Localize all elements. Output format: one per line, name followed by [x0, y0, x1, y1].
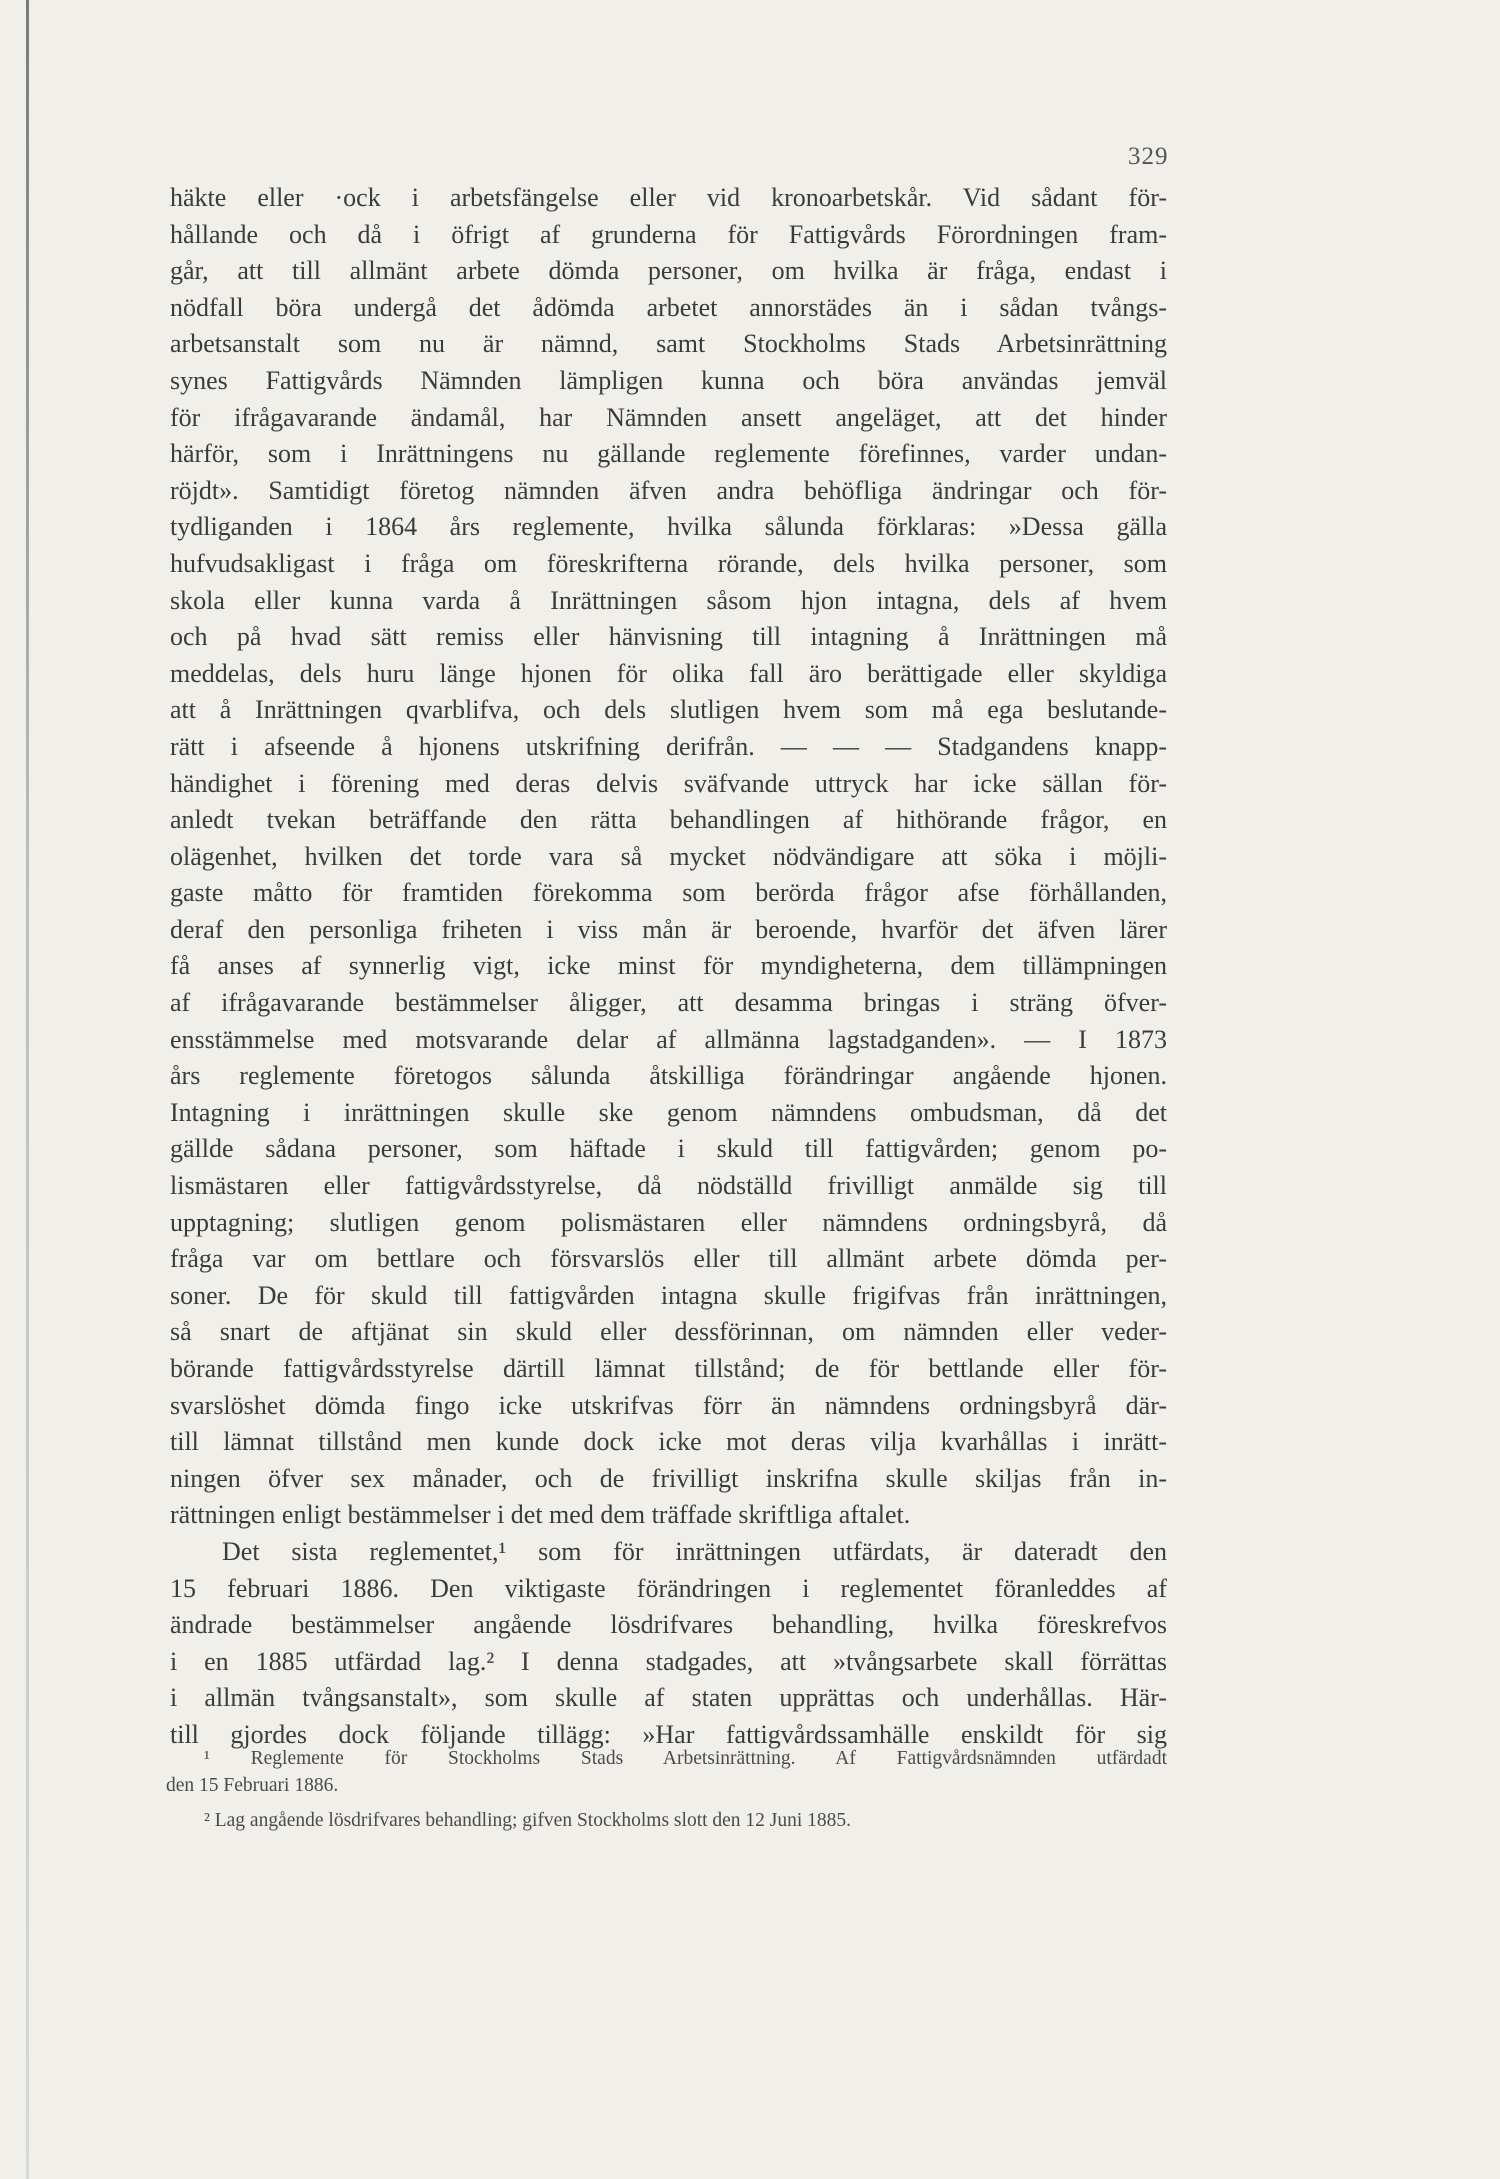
text-line: häkte eller ·ock i arbetsfängelse eller vid kronoarbetskår. Vid sådant för- — [170, 183, 1167, 212]
text-line: rätt i afseende å hjonens utskrifning derifrån. — — — Stadgandens knapp- — [170, 731, 1167, 761]
text-line: så snart de aftjänat sin skuld eller dessförinnan, om nämnden eller veder- — [170, 1317, 1167, 1347]
text-line: upptagning; slutligen genom polismästaren eller nämndens ordningsbyrå, då — [170, 1207, 1167, 1237]
text-line: hållande och då i öfrigt af grunderna för Fattigvårds Förordningen fram- — [170, 219, 1167, 249]
footnotes — [166, 1745, 1167, 1834]
text-line: börande fattigvårdsstyrelse därtill lämnat tillstånd; de för bettlande eller för- — [170, 1354, 1167, 1383]
text-line: och på hvad sätt remiss eller hänvisning till intagning å Inrättningen må — [170, 622, 1167, 652]
text-line: i en 1885 utfärdad lag.² I denna stadgades, att »tvångsarbete skall förrättas — [170, 1646, 1167, 1676]
text-line: rättningen enligt bestämmelser i det med dem träffade skriftliga aftalet. — [170, 1500, 911, 1530]
text-line: hufvudsakligast i fråga om föreskrifterna rörande, dels hvilka personer, som — [170, 548, 1167, 578]
text-line: arbetsanstalt som nu är nämnd, samt Stockholms Stads Arbetsinrättning — [170, 329, 1167, 359]
text-line: 15 februari 1886. Den viktigaste förändringen i reglementet föranleddes af — [170, 1573, 1167, 1603]
page-number: 329 — [1128, 143, 1169, 170]
text-line: Det sista reglementet,¹ som för inrättningen utfärdats, är dateradt den — [222, 1536, 1167, 1566]
text-line: röjdt». Samtidigt företog nämnden äfven andra behöfliga ändringar och för- — [170, 475, 1167, 505]
text-line: fråga var om bettlare och försvarslös eller till allmänt arbete dömda per- — [170, 1244, 1167, 1274]
text-line: tydliganden i 1864 års reglemente, hvilka sålunda förklaras: »Dessa gälla — [170, 512, 1167, 542]
text-line: för ifrågavarande ändamål, har Nämnden ansett angeläget, att det hinder — [170, 402, 1167, 432]
text-line: gällde sådana personer, som häftade i skuld till fattigvården; genom po- — [170, 1134, 1167, 1164]
text-line: ningen öfver sex månader, och de frivilligt inskrifna skulle skiljas från in- — [170, 1463, 1167, 1493]
text-line: Intagning i inrättningen skulle ske genom nämndens ombudsman, då det — [170, 1097, 1167, 1127]
text-line: går, att till allmänt arbete dömda personer, om hvilka är fråga, endast i — [170, 256, 1167, 286]
footnote-1-continuation: den 15 Februari 1886. — [166, 1775, 339, 1796]
footnote-2: ² Lag angående lösdrifvares behandling; gifven Stockholms slott den 12 Juni 1885. — [204, 1810, 852, 1831]
text-line: synes Fattigvårds Nämnden lämpligen kunna och böra användas jemväl — [170, 365, 1167, 395]
page-edge-shadow — [26, 0, 29, 2179]
text-line: skola eller kunna varda å Inrättningen såsom hjon intagna, dels af hvem — [170, 585, 1167, 615]
text-line: händighet i förening med deras delvis sväfvande uttryck har icke sällan för- — [170, 768, 1167, 798]
text-line: svarslöshet dömda fingo icke utskrifvas förr än nämndens ordningsbyrå där- — [170, 1390, 1167, 1420]
text-line: soner. De för skuld till fattigvården intagna skulle frigifvas från inrättningen, — [170, 1280, 1167, 1310]
text-line: meddelas, dels huru länge hjonen för olika fall äro berättigade eller skyldiga — [170, 658, 1167, 688]
text-line: få anses af synnerlig vigt, icke minst för myndigheterna, dem tillämpningen — [170, 951, 1167, 981]
footnote-1: ¹ Reglemente för Stockholms Stads Arbetsinrättning. Af Fattigvårdsnämnden utfärdadt — [204, 1748, 1167, 1769]
text-line: ensstämmelse med motsvarande delar af allmänna lagstadganden». — I 1873 — [170, 1024, 1167, 1054]
text-line: anledt tvekan beträffande den rätta behandlingen af hithörande frågor, en — [170, 805, 1167, 835]
text-line: gaste måtto för framtiden förekomma som berörda frågor afse förhållanden, — [170, 878, 1167, 908]
text-line: nödfall böra undergå det ådömda arbetet annorstädes än i sådan tvångs- — [170, 292, 1167, 322]
text-line: lismästaren eller fattigvårdsstyrelse, då nödställd frivilligt anmälde sig till — [170, 1171, 1167, 1201]
text-line: att å Inrättningen qvarblifva, och dels slutligen hvem som må ega beslutande- — [170, 695, 1167, 725]
text-line: till lämnat tillstånd men kunde dock icke mot deras vilja kvarhållas i inrätt- — [170, 1427, 1167, 1457]
text-line: deraf den personliga friheten i viss mån är beroende, hvarför det äfven lärer — [170, 914, 1167, 944]
text-line: olägenhet, hvilken det torde vara så mycket nödvändigare att söka i möjli- — [170, 841, 1167, 871]
text-line: af ifrågavarande bestämmelser åligger, att desamma bringas i sträng öfver- — [170, 988, 1167, 1018]
body-text — [170, 180, 1167, 1754]
text-line: ändrade bestämmelser angående lösdrifvares behandling, hvilka föreskrefvos — [170, 1610, 1167, 1640]
text-line: till gjordes dock följande tillägg: »Har fattigvårdssamhälle enskildt för sig — [170, 1719, 1167, 1749]
text-line: års reglemente företogos sålunda åtskilliga förändringar angående hjonen. — [170, 1061, 1167, 1091]
text-line: i allmän tvångsanstalt», som skulle af staten upprättas och underhållas. Här- — [170, 1683, 1167, 1713]
text-line: härför, som i Inrättningens nu gällande reglemente förefinnes, varder undan- — [170, 439, 1167, 469]
